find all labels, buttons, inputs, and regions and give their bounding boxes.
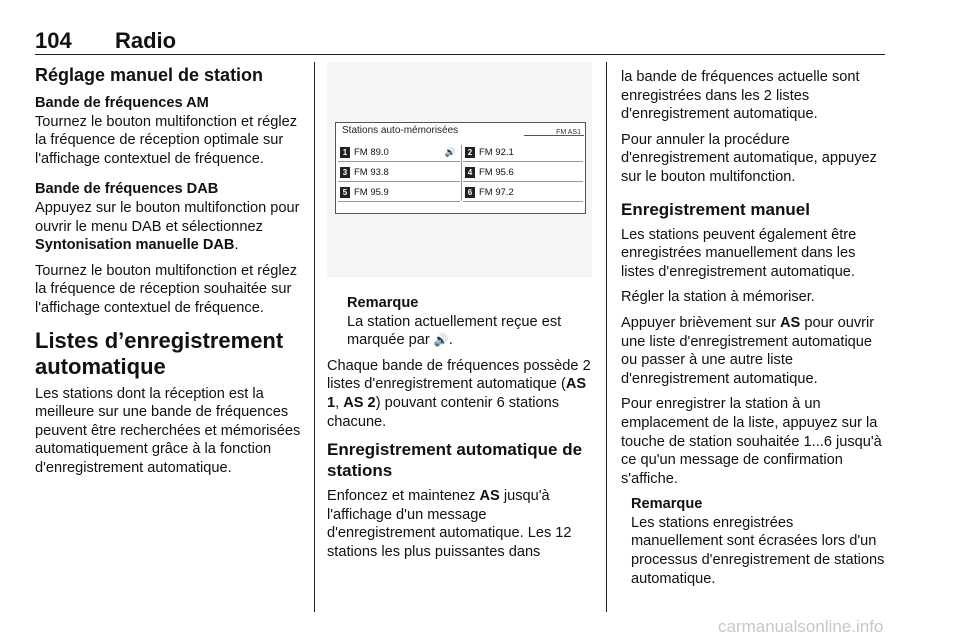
page-number: 104 bbox=[35, 28, 72, 53]
manual-store-text: Les stations peuvent également être enregistrées manuellement dans les listes d'enregistrement automatique. bbox=[621, 226, 857, 280]
store-text: Pour enregistrer la station à un emplacement de la liste, appuyez sur la touche de station souhaitée 1...6 jusqu'à ce qu'un message de confirmation s'affiche. bbox=[621, 396, 882, 487]
lists-info-sep: , bbox=[335, 394, 344, 411]
watermark: carmanualsonline.info bbox=[718, 617, 884, 636]
as-label: AS bbox=[780, 314, 801, 331]
speaker-icon: 🔊 bbox=[444, 147, 456, 157]
autostore-continued: la bande de fréquences actuelle sont enregistrées dans les 2 listes d'enregistrement automatique. bbox=[621, 69, 860, 123]
am-text: Tournez le bouton multifonction et réglez la fréquence de réception optimale sur l'affichage contextuel de fréquence. bbox=[35, 113, 298, 167]
preset-frequency: FM 89.0 bbox=[354, 147, 389, 158]
column-2 bbox=[327, 291, 595, 569]
column-divider-2 bbox=[606, 62, 607, 612]
preset-number: 1 bbox=[340, 147, 350, 158]
preset-5 bbox=[338, 185, 460, 202]
preset-number: 5 bbox=[340, 187, 350, 198]
autostore-text-b: jusqu'à l'affichage d'un message d'enregistrement automatique. Les 12 stations les plus puissantes dans bbox=[327, 488, 572, 560]
lists-info-b: ) pouvant contenir 6 stations chacune. bbox=[327, 394, 560, 430]
am-heading: Bande de fréquences AM bbox=[35, 95, 209, 111]
as2-label: AS 2 bbox=[343, 394, 376, 411]
preset-2 bbox=[463, 145, 583, 162]
press-text-a: Appuyer brièvement sur bbox=[621, 314, 780, 331]
header-rule bbox=[35, 54, 885, 55]
column-3 bbox=[621, 68, 887, 595]
preset-frequency: FM 93.8 bbox=[354, 167, 389, 178]
note-text: Les stations enregistrées manuellement sont écrasées lors d'un processus d'enregistrement de stations automatique. bbox=[631, 514, 885, 587]
dab-text-2: Tournez le bouton multifonction et réglez la fréquence de réception souhaitée sur l'affichage contextuel de fréquence. bbox=[35, 262, 298, 316]
autostore-text-a: Enfoncez et maintenez bbox=[327, 488, 480, 505]
autostore-lists-text: Les stations dont la réception est la meilleure sur une bande de fréquences peuvent être recherchées et mémorisées automatiquement grâce à la fonction d'enregistrement automatique. bbox=[35, 385, 301, 476]
preset-frequency: FM 97.2 bbox=[479, 187, 514, 198]
preset-frequency: FM 95.9 bbox=[354, 187, 389, 198]
screen-tag: FM AS1 bbox=[556, 129, 581, 136]
preset-6 bbox=[463, 185, 583, 202]
autostore-screen bbox=[335, 122, 586, 214]
manual-store-heading: Enregistrement manuel bbox=[621, 199, 810, 219]
column-divider-1 bbox=[314, 62, 315, 612]
dab-menu-item: Syntonisation manuelle DAB bbox=[35, 237, 235, 254]
speaker-icon: 🔊 bbox=[433, 333, 449, 348]
preset-1 bbox=[338, 145, 460, 162]
dab-heading: Bande de fréquences DAB bbox=[35, 181, 219, 198]
preset-4 bbox=[463, 165, 583, 182]
preset-number: 3 bbox=[340, 167, 350, 178]
as1-label: AS 1 bbox=[327, 376, 587, 411]
set-station-text: Régler la station à mémoriser. bbox=[621, 289, 815, 306]
note-end: . bbox=[448, 332, 453, 349]
preset-number: 6 bbox=[465, 187, 475, 198]
preset-number: 4 bbox=[465, 167, 475, 178]
dab-text-a: Appuyez sur le bouton multifonction pour ouvrir le menu DAB et sélectionnez bbox=[35, 199, 300, 235]
lists-info-a: Chaque bande de fréquences possède 2 listes d'enregistrement automatique ( bbox=[327, 357, 591, 393]
note-title: Remarque bbox=[631, 496, 703, 513]
autostore-lists-heading: Listes d’enregistrement automatique bbox=[35, 327, 284, 379]
preset-frequency: FM 92.1 bbox=[479, 147, 514, 158]
press-text-b: pour ouvrir une liste d'enregistrement automatique ou passer à une autre liste d'enregistrement automatique. bbox=[621, 314, 875, 387]
column-1 bbox=[35, 64, 303, 485]
note-box-2 bbox=[621, 495, 887, 588]
dab-text-c: . bbox=[234, 237, 239, 254]
screen-title: Stations auto-mémorisées bbox=[342, 125, 459, 136]
autostore-heading: Enregistrement automatique de stations bbox=[327, 440, 583, 481]
manual-tuning-heading: Réglage manuel de station bbox=[35, 65, 264, 85]
section-title: Radio bbox=[115, 28, 177, 53]
preset-number: 2 bbox=[465, 147, 475, 158]
cancel-text: Pour annuler la procédure d'enregistrement automatique, appuyez sur le bouton multifonction. bbox=[621, 131, 877, 185]
note-text: La station actuellement reçue est marquée par bbox=[347, 313, 562, 349]
screen-column-divider bbox=[461, 145, 462, 201]
autostore-screen-image bbox=[327, 62, 592, 277]
preset-3 bbox=[338, 165, 460, 182]
note-title: Remarque bbox=[347, 295, 419, 311]
as-label: AS bbox=[479, 488, 500, 505]
note-box-1 bbox=[327, 294, 595, 350]
preset-frequency: FM 95.6 bbox=[479, 167, 514, 178]
